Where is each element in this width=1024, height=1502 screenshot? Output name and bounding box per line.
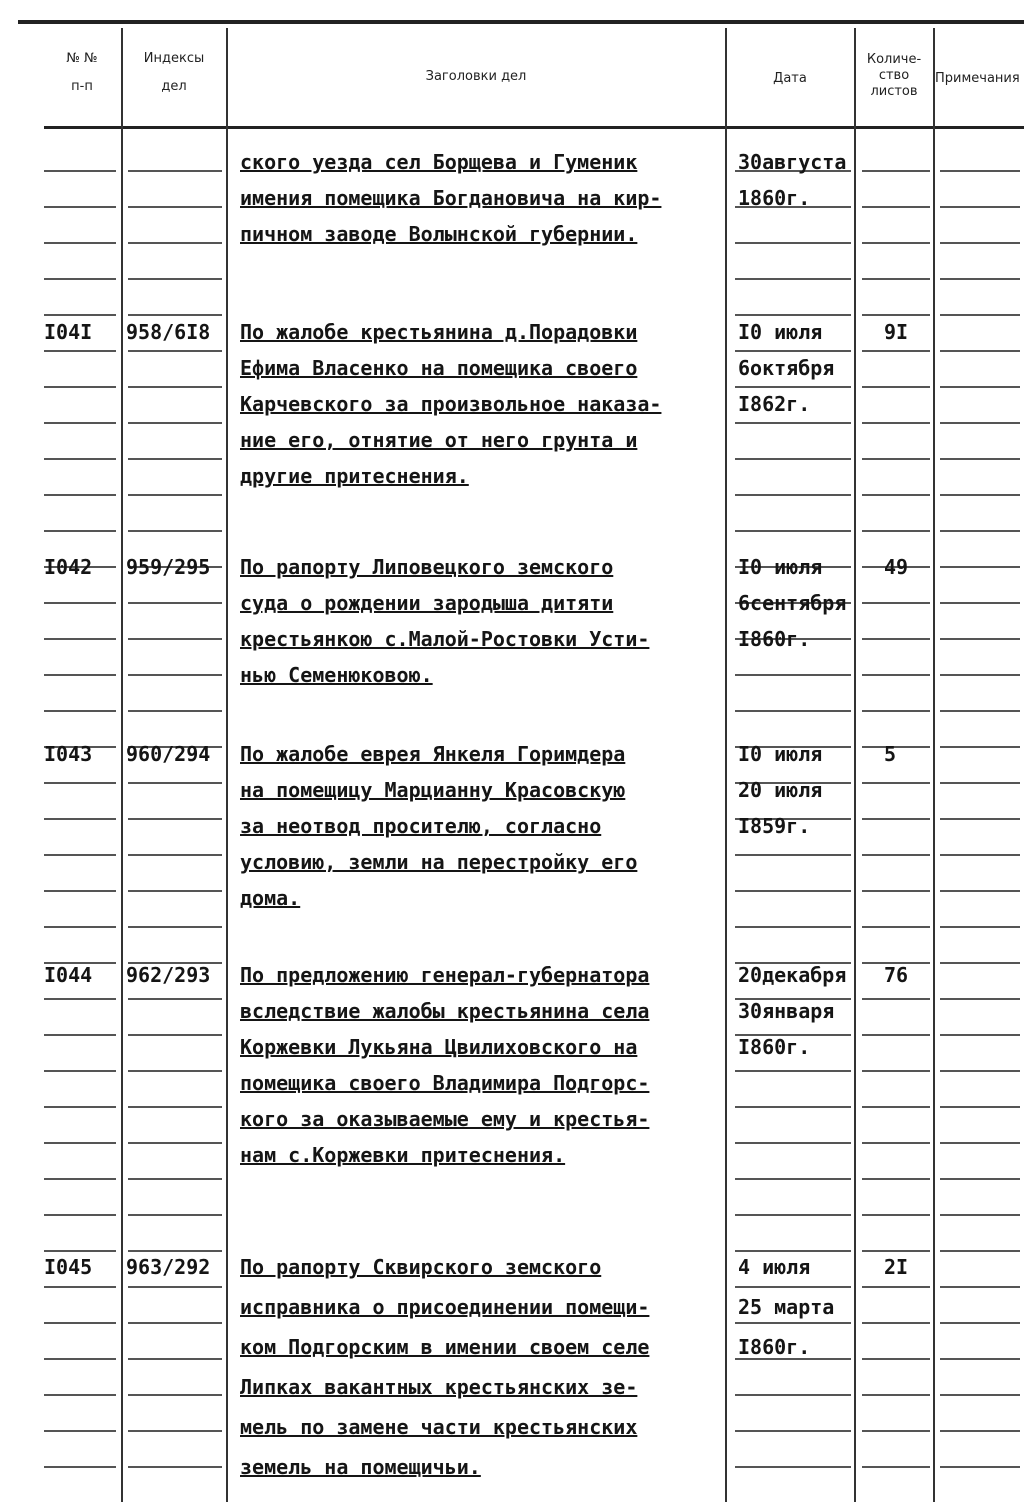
ruled-line [940, 1286, 1020, 1288]
col-divider-3 [725, 28, 727, 1502]
entry-title-line: имения помещика Богдановича на кир- [240, 186, 662, 210]
ruled-line [44, 674, 116, 676]
ruled-line [940, 1358, 1020, 1360]
ruled-line [44, 638, 116, 640]
entry-index: 962/293 [126, 963, 211, 987]
ruled-line [940, 1034, 1020, 1036]
ruled-line [862, 206, 930, 208]
entry-date-line: I862г. [738, 392, 811, 416]
entry-date-line: 20 июля [738, 778, 823, 802]
ruled-line [128, 710, 222, 712]
entry-date-line: 30января [738, 999, 835, 1023]
entry-number: I042 [44, 555, 93, 579]
entry-date-line: I860г. [738, 1035, 811, 1059]
ruled-line [44, 1394, 116, 1396]
ruled-line [44, 494, 116, 496]
header-date: Дата [773, 71, 807, 86]
ruled-line [128, 350, 222, 352]
col-divider-1 [121, 28, 123, 1502]
ruled-line [128, 890, 222, 892]
ruled-line [940, 170, 1020, 172]
ruled-line [128, 278, 222, 280]
ruled-line [735, 710, 851, 712]
header-num [44, 50, 120, 96]
ruled-line [862, 314, 930, 316]
ruled-line [940, 1106, 1020, 1108]
ruled-line [862, 1106, 930, 1108]
ruled-line [735, 1322, 851, 1324]
ruled-line [128, 1430, 222, 1432]
ruled-line [44, 242, 116, 244]
entry-title-line: суда о рождении зародыша дитяти [240, 591, 614, 615]
ruled-line [862, 1322, 930, 1324]
ruled-line [44, 1358, 116, 1360]
ruled-line [940, 566, 1020, 568]
entry-title-line: дома. [240, 886, 301, 910]
ruled-line [862, 1430, 930, 1432]
entry-title-line: ского уезда сел Борщева и Гуменик [240, 150, 638, 174]
entry-sheet-count: 2I [884, 1255, 909, 1279]
ruled-line [862, 674, 930, 676]
entry-title-line: По рапорту Сквирского земского [240, 1255, 602, 1279]
ruled-line [940, 962, 1020, 964]
entry-title-line: нью Семенюковою. [240, 663, 433, 687]
ruled-line [862, 1250, 930, 1252]
ruled-line [44, 458, 116, 460]
ruled-line [862, 890, 930, 892]
ruled-line [862, 926, 930, 928]
ruled-line [735, 1142, 851, 1144]
entry-title-line: мель по замене части крестьянских [240, 1415, 638, 1439]
ruled-line [44, 530, 116, 532]
ruled-line [44, 1286, 116, 1288]
ruled-line [862, 854, 930, 856]
ruled-line [862, 530, 930, 532]
header-num-label: № № [66, 51, 98, 66]
ruled-line [862, 386, 930, 388]
entry-title-line: нам с.Коржевки притеснения. [240, 1143, 566, 1167]
entry-sheet-count: 9I [884, 320, 909, 344]
ruled-line [44, 1430, 116, 1432]
ruled-line [735, 1178, 851, 1180]
entry-date-line: 6октября [738, 356, 835, 380]
ruled-line [862, 1394, 930, 1396]
ruled-line [128, 1034, 222, 1036]
ruled-line [735, 242, 851, 244]
ruled-line [44, 854, 116, 856]
ruled-line [128, 206, 222, 208]
ruled-line [862, 1142, 930, 1144]
ruled-line [735, 1106, 851, 1108]
entry-title-line: исправника о присоединении помещи- [240, 1295, 650, 1319]
entry-date-line: 6сентября [738, 591, 847, 615]
ruled-line [128, 854, 222, 856]
col-divider-4 [854, 28, 856, 1502]
header-index [123, 50, 225, 96]
ruled-line [44, 1250, 116, 1252]
entry-title-line: за неотвод просителю, согласно [240, 814, 602, 838]
ruled-line [940, 242, 1020, 244]
ruled-line [735, 1286, 851, 1288]
ruled-line [862, 818, 930, 820]
ruled-line [128, 1070, 222, 1072]
ruled-line [862, 1034, 930, 1036]
ruled-line [735, 926, 851, 928]
entry-title-line: пичном заводе Волынской губернии. [240, 222, 638, 246]
ruled-line [735, 422, 851, 424]
ruled-line [862, 170, 930, 172]
ruled-line [940, 278, 1020, 280]
entry-title-line: крестьянкою с.Малой-Ростовки Усти- [240, 627, 650, 651]
ruled-line [128, 638, 222, 640]
entry-title-line: Ефима Власенко на помещика своего [240, 356, 638, 380]
ruled-line [735, 278, 851, 280]
ruled-line [44, 350, 116, 352]
ruled-line [940, 1142, 1020, 1144]
ruled-line [128, 1322, 222, 1324]
entry-index: 959/295 [126, 555, 211, 579]
entry-date-line: I0 июля [738, 320, 823, 344]
ruled-line [735, 314, 851, 316]
entry-title-line: земель на помещичьи. [240, 1455, 481, 1479]
ruled-line [128, 1466, 222, 1468]
ruled-line [940, 386, 1020, 388]
ruled-line [44, 926, 116, 928]
ruled-line [862, 1286, 930, 1288]
ruled-line [735, 458, 851, 460]
ruled-line [44, 818, 116, 820]
ruled-line [735, 1430, 851, 1432]
ruled-line [128, 1106, 222, 1108]
header-note: Примечания [935, 71, 1020, 86]
ruled-line [735, 890, 851, 892]
ruled-line [940, 1430, 1020, 1432]
ruled-line [940, 350, 1020, 352]
entry-sheet-count: 76 [884, 963, 909, 987]
entry-date-line: I860г. [738, 1335, 811, 1359]
entry-sheet-count: 5 [884, 742, 897, 766]
ruled-line [44, 386, 116, 388]
entry-date-line: 20декабря [738, 963, 847, 987]
ruled-line [128, 782, 222, 784]
ruled-line [44, 602, 116, 604]
ruled-line [940, 1214, 1020, 1216]
ruled-line [940, 530, 1020, 532]
ruled-line [940, 422, 1020, 424]
entry-number: I043 [44, 742, 93, 766]
entry-title-line: условию, земли на перестройку его [240, 850, 638, 874]
ruled-line [128, 494, 222, 496]
ruled-line [940, 746, 1020, 748]
ruled-line [128, 1394, 222, 1396]
ruled-line [44, 1466, 116, 1468]
entry-date-line: I0 июля [738, 555, 823, 579]
ruled-line [862, 782, 930, 784]
ruled-line [44, 998, 116, 1000]
ruled-line [44, 278, 116, 280]
entry-date-line: I860г. [738, 627, 811, 651]
ruled-line [862, 1358, 930, 1360]
entry-date-line: 25 марта [738, 1295, 835, 1319]
ruled-line [940, 602, 1020, 604]
ruled-line [862, 1070, 930, 1072]
ruled-line [128, 1178, 222, 1180]
ruled-line [862, 494, 930, 496]
entry-title-line: Коржевки Лукьяна Цвилиховского на [240, 1035, 638, 1059]
ruled-line [128, 926, 222, 928]
ruled-line [735, 1214, 851, 1216]
ruled-line [44, 1106, 116, 1108]
ruled-line [940, 1322, 1020, 1324]
ruled-line [128, 1250, 222, 1252]
entry-title-line: другие притеснения. [240, 464, 469, 488]
ruled-line [940, 458, 1020, 460]
ruled-line [44, 1214, 116, 1216]
ruled-line [862, 278, 930, 280]
ruled-line [44, 314, 116, 316]
ruled-line [735, 854, 851, 856]
ruled-line [940, 1070, 1020, 1072]
ruled-line [940, 926, 1020, 928]
ruled-line [735, 386, 851, 388]
ruled-line [862, 1214, 930, 1216]
ruled-line [940, 1250, 1020, 1252]
header-title: Заголовки дел [425, 69, 527, 84]
entry-date-line: 30августа [738, 150, 847, 174]
entry-title-line: По жалобе еврея Янкеля Горимдера [240, 742, 626, 766]
ruled-line [862, 422, 930, 424]
entry-title-line: кого за оказываемые ему и крестья- [240, 1107, 650, 1131]
ruled-line [940, 818, 1020, 820]
ruled-line [44, 1070, 116, 1072]
entry-sheet-count: 49 [884, 555, 909, 579]
ruled-line [128, 1358, 222, 1360]
ruled-line [940, 854, 1020, 856]
ruled-line [940, 1178, 1020, 1180]
ruled-line [940, 494, 1020, 496]
ruled-line [128, 674, 222, 676]
header-num-sub: п-п [71, 79, 93, 94]
entry-date-line: I0 июля [738, 742, 823, 766]
ruled-line [735, 494, 851, 496]
ruled-line [940, 1466, 1020, 1468]
ruled-line [862, 638, 930, 640]
ruled-line [735, 1466, 851, 1468]
ruled-line [128, 242, 222, 244]
entry-number: I04I [44, 320, 93, 344]
ruled-line [128, 1142, 222, 1144]
ruled-line [940, 1394, 1020, 1396]
entry-index: 958/6I8 [126, 320, 211, 344]
ruled-line [862, 710, 930, 712]
entry-index: 963/292 [126, 1255, 211, 1279]
entry-title-line: помещика своего Владимира Подгорс- [240, 1071, 650, 1095]
ruled-line [128, 458, 222, 460]
ruled-line [940, 998, 1020, 1000]
ruled-line [940, 890, 1020, 892]
ruled-line [44, 1034, 116, 1036]
ruled-line [128, 170, 222, 172]
ruled-line [128, 998, 222, 1000]
ruled-line [940, 206, 1020, 208]
ruled-line [44, 1178, 116, 1180]
ruled-line [940, 674, 1020, 676]
col-divider-2 [226, 28, 228, 1502]
ruled-line [128, 602, 222, 604]
ruled-line [862, 458, 930, 460]
entry-title-line: вследствие жалобы крестьянина села [240, 999, 650, 1023]
ruled-line [128, 530, 222, 532]
ruled-line [44, 710, 116, 712]
ruled-line [862, 1178, 930, 1180]
entry-date-line: 4 июля [738, 1255, 811, 1279]
entry-title-line: По предложению генерал-губернатора [240, 963, 650, 987]
entry-title-line: ние его, отнятие от него грунта и [240, 428, 638, 452]
ruled-line [940, 638, 1020, 640]
ruled-line [44, 1142, 116, 1144]
entry-title-line: Карчевского за произвольное наказа- [240, 392, 662, 416]
entry-index: 960/294 [126, 742, 211, 766]
ruled-line [735, 1250, 851, 1252]
ruled-line [44, 890, 116, 892]
top-rule [18, 20, 1024, 24]
ruled-line [735, 1070, 851, 1072]
entry-date-line: 1860г. [738, 186, 811, 210]
ruled-line [862, 350, 930, 352]
ruled-line [735, 674, 851, 676]
ruled-line [128, 1286, 222, 1288]
ruled-line [128, 818, 222, 820]
header-count: Количе- ство листов [866, 52, 922, 99]
ruled-line [44, 782, 116, 784]
ruled-line [128, 386, 222, 388]
ruled-line [128, 314, 222, 316]
ruled-line [735, 1394, 851, 1396]
entry-title-line: ком Подгорским в имении своем селе [240, 1335, 650, 1359]
ruled-line [128, 422, 222, 424]
ruled-line [940, 314, 1020, 316]
entry-date-line: I859г. [738, 814, 811, 838]
entry-number: I044 [44, 963, 93, 987]
header-index-label: Индексы [143, 51, 205, 66]
ruled-line [735, 530, 851, 532]
ruled-line [44, 170, 116, 172]
header-bottom-rule [44, 126, 1024, 129]
ruled-line [940, 782, 1020, 784]
entry-title-line: на помещицу Марцианну Красовскую [240, 778, 626, 802]
entry-title-line: По рапорту Липовецкого земского [240, 555, 614, 579]
ruled-line [44, 422, 116, 424]
entry-number: I045 [44, 1255, 93, 1279]
ruled-line [128, 1214, 222, 1216]
ruled-line [862, 1466, 930, 1468]
ruled-line [862, 602, 930, 604]
col-divider-5 [933, 28, 935, 1502]
ruled-line [862, 242, 930, 244]
ruled-line [862, 998, 930, 1000]
ruled-line [44, 1322, 116, 1324]
ruled-line [735, 350, 851, 352]
entry-title-line: Липках вакантных крестьянских зе- [240, 1375, 638, 1399]
ruled-line [44, 206, 116, 208]
ruled-line [940, 710, 1020, 712]
entry-title-line: По жалобе крестьянина д.Порадовки [240, 320, 638, 344]
header-index-sub: дел [161, 79, 187, 94]
